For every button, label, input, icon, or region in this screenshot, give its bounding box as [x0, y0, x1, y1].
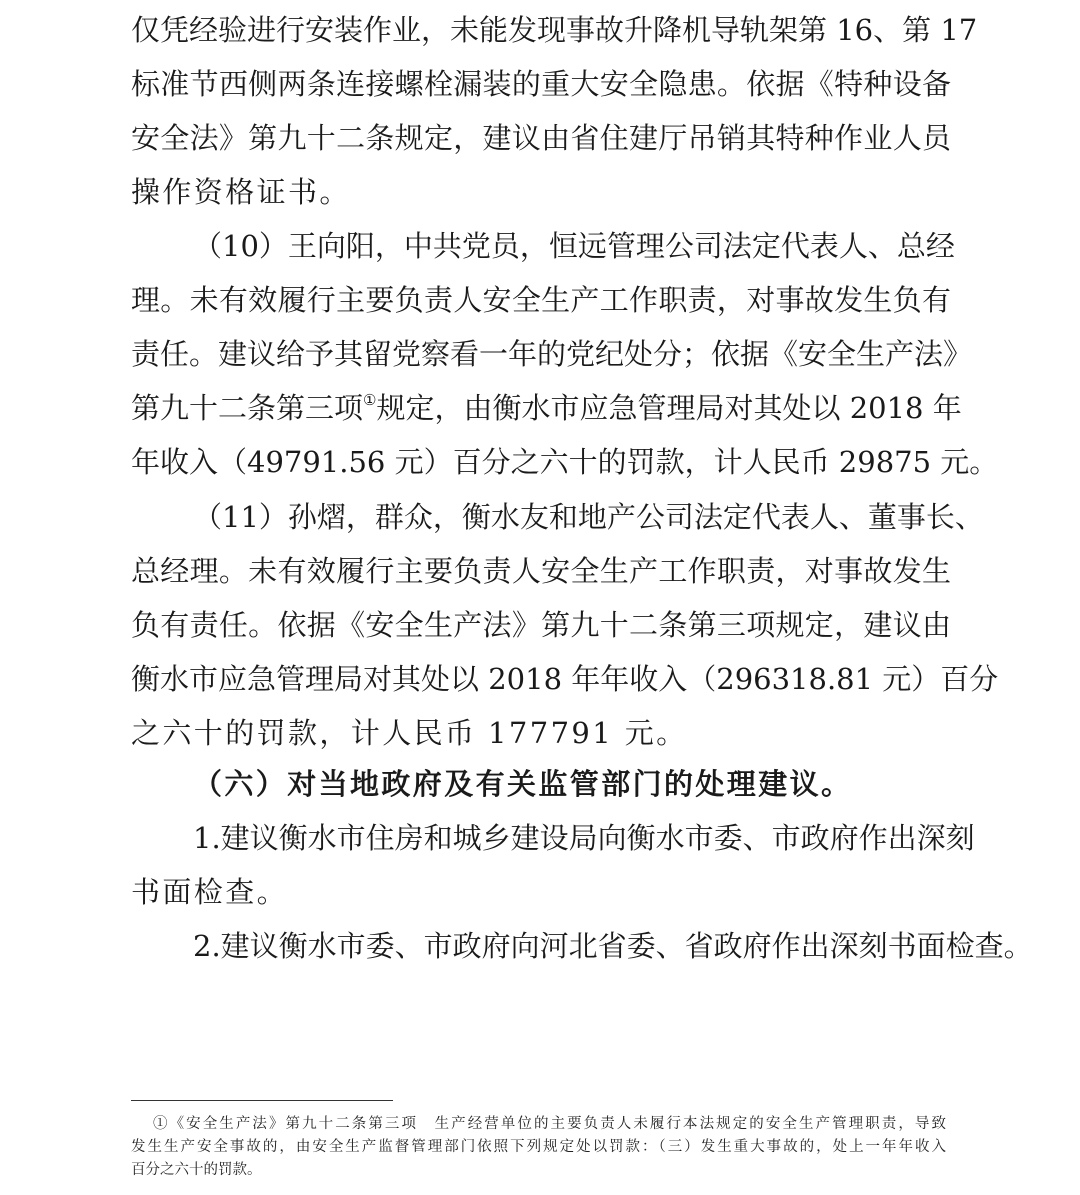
section-heading: （六）对当地政府及有关监管部门的处理建议。 [193, 767, 853, 801]
paragraph-line: 衡水市应急管理局对其处以 2018 年年收入（296318.81 元）百分 [131, 662, 999, 696]
footnote-marker: ① [363, 391, 377, 410]
paragraph-line: （10）王向阳，中共党员，恒远管理公司法定代表人、总经 [193, 229, 955, 263]
paragraph-line [131, 381, 962, 435]
paragraph-line: 负有责任。依据《安全生产法》第九十二条第三项规定，建议由 [131, 608, 951, 642]
footnote-line: ①《安全生产法》第九十二条第三项 生产经营单位的主要负责人未履行本法规定的安全生产管理职责，导致 [153, 1116, 946, 1132]
paragraph-text: 第九十二条第三项 [131, 391, 364, 425]
paragraph-text: 规定，由衡水市应急管理局对其处以 2018 年 [376, 391, 962, 425]
paragraph-line: 之六十的罚款，计人民币 177791 元。 [131, 716, 688, 750]
list-item-line: 1.建议衡水市住房和城乡建设局向衡水市委、市政府作出深刻 [193, 821, 975, 855]
footnote-divider [131, 1100, 393, 1101]
paragraph-line: 标准节西侧两条连接螺栓漏装的重大安全隐患。依据《特种设备 [131, 67, 951, 101]
paragraph-line: 年收入（49791.56 元）百分之六十的罚款，计人民币 29875 元。 [131, 445, 999, 479]
list-item-line: 书面检查。 [131, 875, 289, 909]
paragraph-line: （11）孙熠，群众，衡水友和地产公司法定代表人、董事长、 [193, 500, 984, 534]
paragraph-line: 操作资格证书。 [131, 175, 351, 209]
paragraph-line: 总经理。未有效履行主要负责人安全生产工作职责，对事故发生 [131, 554, 951, 588]
paragraph-line: 仅凭经验进行安装作业，未能发现事故升降机导轨架第 16、第 17 [131, 13, 978, 47]
paragraph-line: 理。未有效履行主要负责人安全生产工作职责，对事故发生负有 [131, 283, 951, 317]
footnote-line: 发生生产安全事故的，由安全生产监督管理部门依照下列规定处以罚款：（三）发生重大事故的，处上一年年收入 [131, 1139, 946, 1155]
paragraph-line: 安全法》第九十二条规定，建议由省住建厅吊销其特种作业人员 [131, 121, 951, 155]
footnote-line: 百分之六十的罚款。 [131, 1162, 262, 1178]
list-item-line: 2.建议衡水市委、市政府向河北省委、省政府作出深刻书面检查。 [193, 929, 1033, 963]
paragraph-line: 责任。建议给予其留党察看一年的党纪处分；依据《安全生产法》 [131, 337, 973, 371]
